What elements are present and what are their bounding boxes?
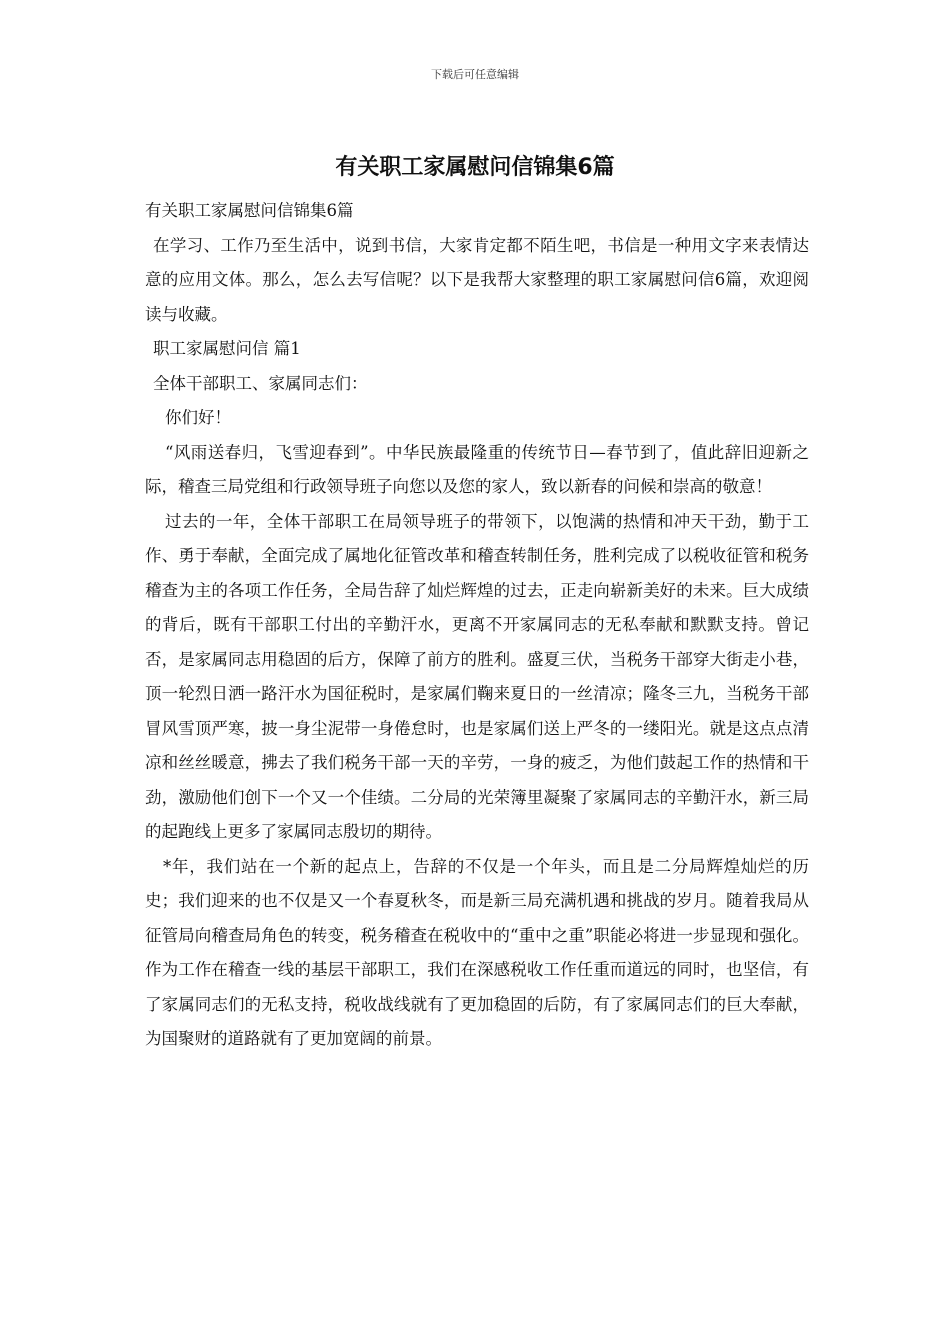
salutation: 全体干部职工、家属同志们： (153, 373, 368, 393)
section-heading: 职工家属慰问信 篇1 (153, 339, 301, 358)
body-paragraph: 过去的一年，全体干部职工在局领导班子的带领下，以饱满的热情和冲天干劲，勤于工作、勇于奉献，全面完成了属地化征管改革和稽查转制任务，胜利完成了以税收征管和税务稽查为主的各项工作任务，全局告辞了灿烂辉煌的过去，正走向崭新美好的未来。巨大成绩的背后，既有干部职工付出的辛勤汗水，更离不开家属同志的无私奉献和默默支持。曾记否，是家属同志用稳固的后方，保障了前方的胜利。盛夏三伏，当税务干部穿大街走小巷，顶一轮烈日洒一路汗水为国征税时，是家属们鞠来夏日的一丝清凉；隆冬三九，当税务干部冒风雪顶严寒，披一身尘泥带一身倦怠时，也是家属们送上严冬的一缕阳光。就是这点点清凉和丝丝暖意，拂去了我们税务干部一天的辛劳，一身的疲乏，为他们鼓起工作的热情和干劲，激励他们创下一个又一个佳绩。二分局的光荣簿里凝聚了家属同志的辛勤汗水，新三局的起跑线上更多了家属同志殷切的期待。 (145, 511, 809, 841)
body-paragraph: “风雨送春归，飞雪迎春到”。中华民族最隆重的传统节日—春节到了，值此辞旧迎新之际，稽查三局党组和行政领导班子向您以及您的家人，致以新春的问候和崇高的敬意！ (145, 442, 809, 496)
body-paragraph: *年，我们站在一个新的起点上，告辞的不仅是一个年头，而且是二分局辉煌灿烂的历史；我们迎来的也不仅是又一个春夏秋冬，而是新三局充满机遇和挑战的岁月。随着我局从征管局向稽查局角色的转变，税务稽查在税收中的“重中之重”职能必将进一步显现和强化。作为工作在稽查一线的基层干部职工，我们在深感税收工作任重而道远的同时，也坚信，有了家属同志们的无私支持，税收战线就有了更加稳固的后防，有了家属同志们的巨大奉献，为国聚财的道路就有了更加宽阔的前景。 (145, 856, 809, 1048)
subtitle-paragraph: 有关职工家属慰问信锦集6篇 (145, 201, 354, 220)
header-note: 下载后可任意编辑 (431, 68, 519, 81)
intro-paragraph: 在学习、工作乃至生活中，说到书信，大家肯定都不陌生吧，书信是一种用文字来表情达意的应用文体。那么，怎么去写信呢？以下是我帮大家整理的职工家属慰问信6篇，欢迎阅读与收藏。 (145, 235, 809, 324)
greeting: 你们好！ (165, 408, 231, 427)
document-title: 有关职工家属慰问信锦集6篇 (335, 155, 615, 180)
document-body (145, 194, 809, 1057)
